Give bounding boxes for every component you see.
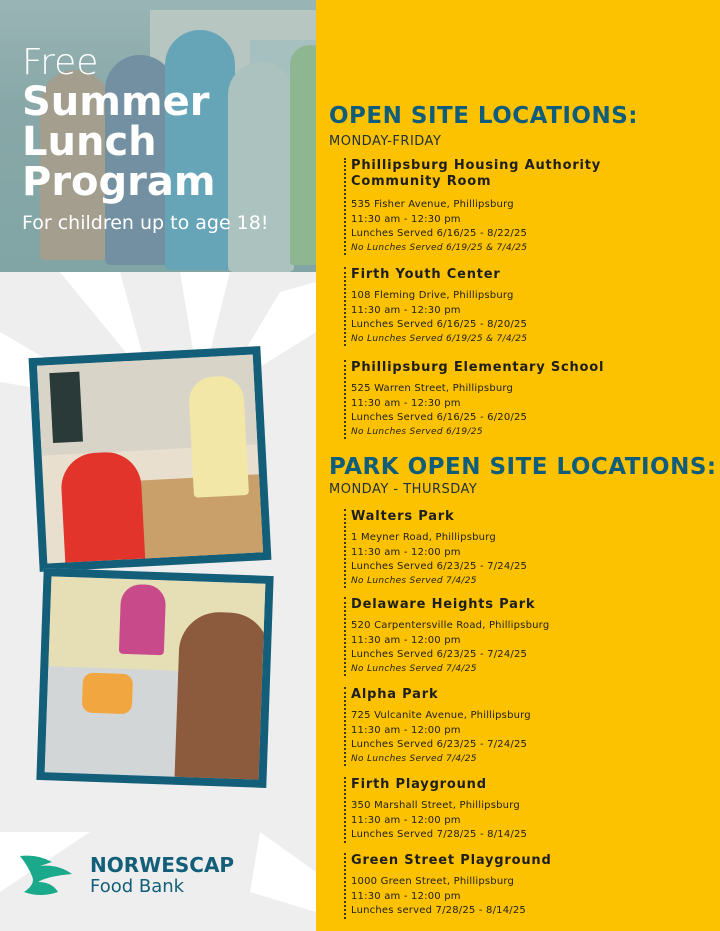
hero-title-line1: Summer xyxy=(22,79,210,125)
location-served: Lunches Served 6/23/25 - 7/24/25 xyxy=(351,739,528,750)
park-sites-days: MONDAY - THURSDAY xyxy=(329,482,478,497)
location-time: 11:30 am - 12:00 pm xyxy=(351,814,461,826)
location-address: 108 Fleming Drive, Phillipsburg xyxy=(351,290,514,301)
location-firth-youth-center xyxy=(344,267,714,346)
location-time: 11:30 am - 12:30 pm xyxy=(351,397,461,409)
location-served: Lunches Served 6/16/25 - 8/20/25 xyxy=(351,319,528,330)
park-sites-title: PARK OPEN SITE LOCATIONS: xyxy=(329,454,717,480)
location-note: No Lunches Served 6/19/25 xyxy=(351,426,483,437)
photo-food xyxy=(82,672,133,714)
photo-child-receiving-lunch xyxy=(29,346,272,572)
location-address: 520 Carpentersville Road, Phillipsburg xyxy=(351,620,550,631)
hero-title-line3: Program xyxy=(22,159,216,205)
location-served: Lunches Served 7/28/25 - 8/14/25 xyxy=(351,829,528,840)
location-name: Phillipsburg Elementary School xyxy=(351,360,605,375)
location-note: No Lunches Served 7/4/25 xyxy=(351,753,477,764)
location-name: Firth Youth Center xyxy=(351,267,501,282)
location-name: Alpha Park xyxy=(351,687,439,702)
location-address: 1000 Green Street, Phillipsburg xyxy=(351,876,515,887)
location-firth-playground xyxy=(344,777,714,843)
photo-chalkboard xyxy=(49,372,83,443)
norwescap-logo xyxy=(18,852,234,900)
hero-free: Free xyxy=(22,42,99,83)
hero-title-line2: Lunch xyxy=(22,119,157,165)
photo-child xyxy=(60,451,146,570)
location-time: 11:30 am - 12:00 pm xyxy=(351,890,461,902)
location-address: 725 Vulcanite Avenue, Phillipsburg xyxy=(351,710,531,721)
location-time: 11:30 am - 12:30 pm xyxy=(351,213,461,225)
location-name: Delaware Heights Park xyxy=(351,597,536,612)
photo-child-eating xyxy=(36,568,273,788)
location-time: 11:30 am - 12:00 pm xyxy=(351,546,461,558)
location-address: 535 Fisher Avenue, Phillipsburg xyxy=(351,199,514,210)
photo-adult xyxy=(119,584,166,656)
location-served: Lunches Served 6/23/25 - 7/24/25 xyxy=(351,561,528,572)
location-note: No Lunches Served 7/4/25 xyxy=(351,663,477,674)
location-address: 1 Meyner Road, Phillipsburg xyxy=(351,532,496,543)
location-note: No Lunches Served 6/19/25 & 7/4/25 xyxy=(351,333,528,344)
hero-title xyxy=(22,44,268,234)
location-time: 11:30 am - 12:30 pm xyxy=(351,304,461,316)
location-green-street-playground xyxy=(344,853,714,919)
photo-girl xyxy=(174,611,270,784)
location-address: 350 Marshall Street, Phillipsburg xyxy=(351,800,520,811)
location-elementary-school xyxy=(344,360,714,439)
location-housing-authority xyxy=(344,158,714,255)
location-name: Firth Playground xyxy=(351,777,487,792)
hero-subtitle: For children up to age 18! xyxy=(22,212,269,234)
bird-logo-icon xyxy=(18,852,76,900)
location-name-cont: Community Room xyxy=(351,174,492,189)
logo-name: NORWESCAP xyxy=(90,853,235,877)
location-delaware-heights-park xyxy=(344,597,714,676)
location-time: 11:30 am - 12:00 pm xyxy=(351,634,461,646)
location-name: Walters Park xyxy=(351,509,455,524)
location-note: No Lunches Served 7/4/25 xyxy=(351,575,477,586)
location-note: No Lunches Served 6/19/25 & 7/4/25 xyxy=(351,242,528,253)
panel-curve xyxy=(300,0,720,110)
location-served: Lunches served 7/28/25 - 8/14/25 xyxy=(351,905,526,916)
open-sites-title: OPEN SITE LOCATIONS: xyxy=(329,103,638,129)
location-name: Green Street Playground xyxy=(351,853,552,868)
location-served: Lunches Served 6/16/25 - 6/20/25 xyxy=(351,412,528,423)
open-sites-days: MONDAY-FRIDAY xyxy=(329,134,442,149)
photo-volunteer xyxy=(188,375,249,498)
location-served: Lunches Served 6/16/25 - 8/22/25 xyxy=(351,228,528,239)
location-time: 11:30 am - 12:00 pm xyxy=(351,724,461,736)
logo-subtitle: Food Bank xyxy=(90,876,185,897)
location-address: 525 Warren Street, Phillipsburg xyxy=(351,383,514,394)
location-served: Lunches Served 6/23/25 - 7/24/25 xyxy=(351,649,528,660)
location-alpha-park xyxy=(344,687,714,766)
location-name: Phillipsburg Housing Authority xyxy=(351,158,602,173)
location-walters-park xyxy=(344,509,714,588)
